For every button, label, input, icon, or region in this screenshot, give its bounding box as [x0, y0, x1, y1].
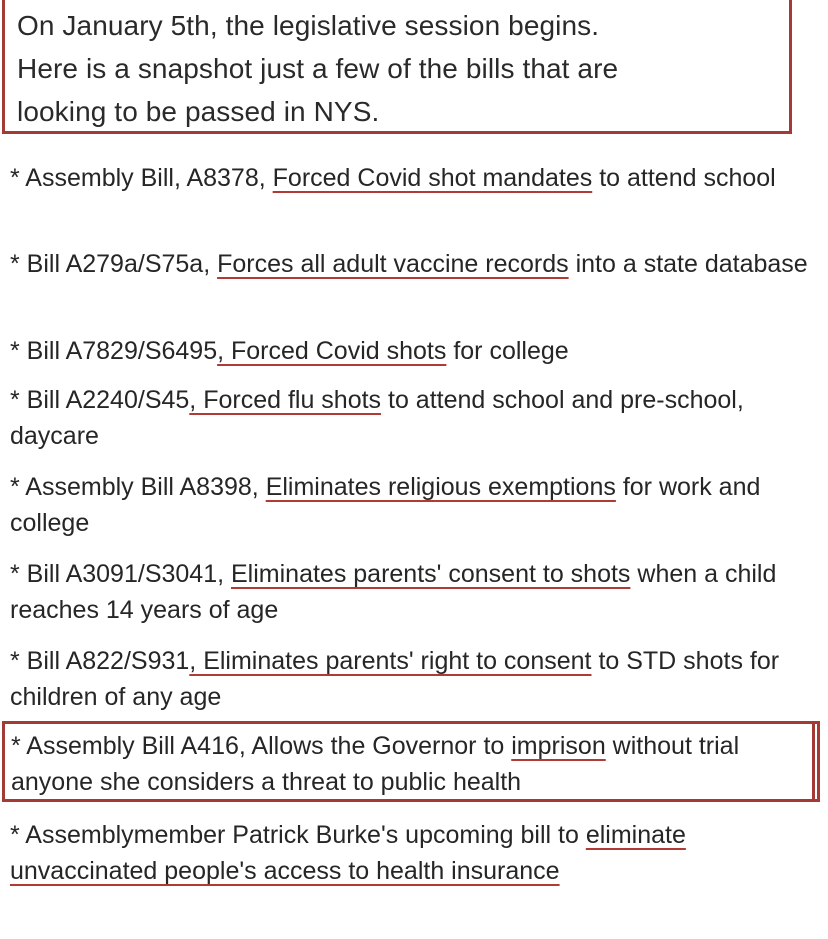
bill-item [10, 382, 820, 454]
bill-underlined-text: , Forced flu shots [189, 386, 382, 414]
bill-text: * Assemblymember Patrick Burke's upcoming bill to [10, 821, 586, 849]
bill-underlined-text: imprison [511, 732, 606, 760]
bill-item [10, 643, 820, 715]
bill-item [10, 817, 820, 889]
bill-text: without trial anyone she considers a threat to public health [11, 732, 740, 796]
bill-item [11, 728, 811, 800]
header-line-3: looking to be passed in NYS. [17, 96, 380, 127]
bill-item [10, 333, 820, 369]
bill-text: * Bill A7829/S6495 [10, 337, 218, 365]
bill-underlined-text: Eliminates religious exemptions [265, 473, 616, 501]
bill-text: into a state database [568, 250, 808, 278]
bill-underlined-text: , Eliminates parents' right to consent [189, 647, 592, 675]
bill-item [10, 469, 820, 541]
bill-item [10, 556, 820, 628]
header-box [2, 0, 792, 134]
bill-item [10, 246, 820, 282]
bill-text: * Bill A279a/S75a, [10, 250, 218, 278]
bill-text: to attend school [592, 164, 776, 192]
bill-text: to STD shots for children of any age [10, 647, 780, 711]
bill-text: when a child reaches 14 years of age [10, 560, 777, 624]
highlighted-bill-box [2, 721, 820, 802]
bill-underlined-text: Eliminates parents' consent to shots [231, 560, 631, 588]
bill-underlined-text: Forces all adult vaccine records [217, 250, 569, 278]
bill-text: * Bill A2240/S45 [10, 386, 190, 414]
bill-underlined-text: eliminate unvaccinated people's access to health insurance [10, 821, 686, 885]
bill-text: * Assembly Bill, A8378, [10, 164, 273, 192]
bill-text: to attend school and pre-school, daycare [10, 386, 744, 450]
header-line-2: Here is a snapshot just a few of the bills that are [17, 53, 619, 84]
bill-text: * Bill A3091/S3041, [10, 560, 231, 588]
bill-text: * Assembly Bill A416, Allows the Governor to [11, 732, 512, 760]
bill-underlined-text: Forced Covid shot mandates [272, 164, 593, 192]
header-line-1: On January 5th, the legislative session begins. [17, 10, 600, 41]
bill-underlined-text: , Forced Covid shots [217, 337, 447, 365]
bill-text: * Assembly Bill A8398, [10, 473, 266, 501]
bill-item [10, 160, 820, 196]
box-edge-line [812, 724, 815, 800]
bill-text: for work and college [10, 473, 761, 537]
bill-text: for college [446, 337, 569, 365]
bill-text: * Bill A822/S931 [10, 647, 190, 675]
